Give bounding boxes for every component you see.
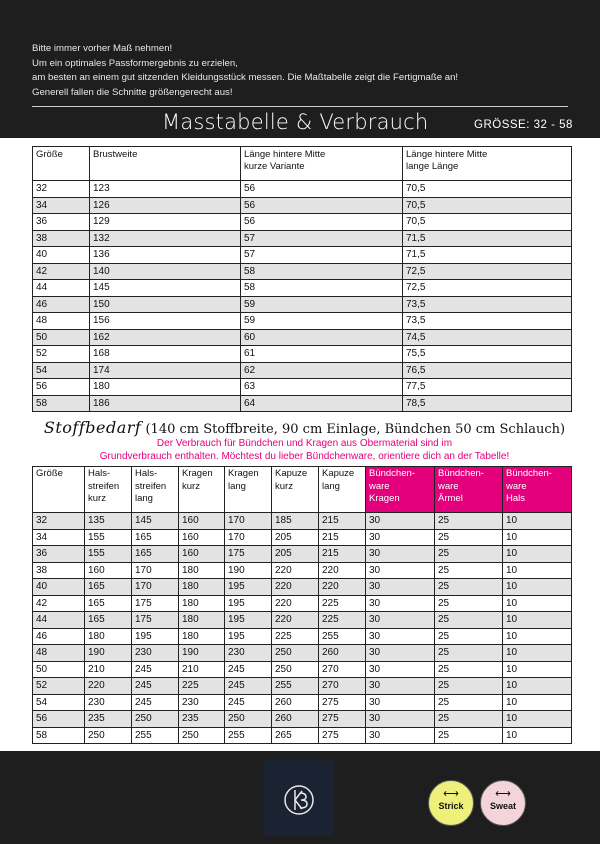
- column-header: Größe: [33, 147, 90, 181]
- table-cell: 255: [132, 727, 179, 744]
- table-cell: 165: [85, 612, 132, 629]
- table-cell: 25: [435, 579, 503, 596]
- table-cell: 56: [33, 379, 90, 396]
- table-cell: 73,5: [403, 313, 572, 330]
- page-title: Masstabelle & Verbrauch: [162, 110, 429, 134]
- table-cell: 155: [85, 546, 132, 563]
- table-cell: 220: [85, 678, 132, 695]
- table-cell: 126: [90, 197, 241, 214]
- table-cell: 190: [179, 645, 225, 662]
- table-cell: 205: [272, 546, 319, 563]
- table-cell: 180: [179, 579, 225, 596]
- table-cell: 180: [179, 562, 225, 579]
- table-cell: 150: [90, 296, 241, 313]
- table-cell: 34: [33, 529, 85, 546]
- table-cell: 170: [225, 529, 272, 546]
- column-header: Kragen kurz: [179, 467, 225, 513]
- table-cell: 220: [319, 562, 366, 579]
- table-cell: 145: [90, 280, 241, 297]
- table-cell: 30: [366, 579, 435, 596]
- table-cell: 25: [435, 529, 503, 546]
- table-cell: 260: [272, 694, 319, 711]
- cuff-note: [32, 438, 577, 463]
- table-cell: 56: [33, 711, 85, 728]
- table-cell: 270: [319, 661, 366, 678]
- table-cell: 210: [85, 661, 132, 678]
- table-cell: 52: [33, 678, 85, 695]
- column-header: Bündchen- ware Hals: [503, 467, 572, 513]
- table-cell: 10: [503, 579, 572, 596]
- table-row: [33, 678, 572, 695]
- table-row: [33, 661, 572, 678]
- table-cell: 230: [225, 645, 272, 662]
- table-cell: 30: [366, 661, 435, 678]
- table-cell: 25: [435, 595, 503, 612]
- table-cell: 255: [272, 678, 319, 695]
- table-cell: 210: [179, 661, 225, 678]
- divider: [32, 106, 568, 107]
- table-cell: 129: [90, 214, 241, 231]
- table-cell: 10: [503, 546, 572, 563]
- table-cell: 160: [85, 562, 132, 579]
- table-cell: 136: [90, 247, 241, 264]
- table-cell: 46: [33, 296, 90, 313]
- table-cell: 235: [179, 711, 225, 728]
- table-cell: 40: [33, 579, 85, 596]
- table-cell: 185: [272, 513, 319, 530]
- table-cell: 186: [90, 395, 241, 412]
- strick-label: Strick: [438, 801, 464, 811]
- table-cell: 140: [90, 263, 241, 280]
- table-cell: 190: [225, 562, 272, 579]
- column-header: Bündchen- ware Ärmel: [435, 467, 503, 513]
- table-cell: 250: [225, 711, 272, 728]
- table-cell: 30: [366, 727, 435, 744]
- table-cell: 265: [272, 727, 319, 744]
- table-cell: 215: [319, 546, 366, 563]
- table-row: [33, 546, 572, 563]
- table-cell: 10: [503, 711, 572, 728]
- table-cell: 30: [366, 612, 435, 629]
- table-cell: 50: [33, 661, 85, 678]
- table-cell: 30: [366, 546, 435, 563]
- table-cell: 59: [241, 296, 403, 313]
- table-cell: 245: [132, 661, 179, 678]
- table-cell: 170: [132, 579, 179, 596]
- table-row: [33, 197, 572, 214]
- table-row: [33, 214, 572, 231]
- table-cell: 44: [33, 612, 85, 629]
- table-row: [33, 263, 572, 280]
- table-cell: 10: [503, 694, 572, 711]
- table-cell: 61: [241, 346, 403, 363]
- table-cell: 25: [435, 727, 503, 744]
- table-cell: 180: [90, 379, 241, 396]
- table-cell: 250: [85, 727, 132, 744]
- fabric-requirement: [32, 418, 577, 437]
- table-cell: 165: [85, 579, 132, 596]
- table-cell: 260: [272, 711, 319, 728]
- table-cell: 38: [33, 230, 90, 247]
- fabric-requirement-details: (140 cm Stoffbreite, 90 cm Einlage, Bündchen 50 cm Schlauch): [145, 422, 566, 437]
- table-cell: 70,5: [403, 197, 572, 214]
- table-cell: 25: [435, 694, 503, 711]
- table-cell: 165: [132, 529, 179, 546]
- table-cell: 195: [225, 595, 272, 612]
- table-cell: 48: [33, 313, 90, 330]
- table-cell: 250: [132, 711, 179, 728]
- column-header: Länge hintere Mitte lange Länge: [403, 147, 572, 181]
- table-cell: 270: [319, 678, 366, 695]
- table-row: [33, 562, 572, 579]
- table-row: [33, 329, 572, 346]
- table-cell: 78,5: [403, 395, 572, 412]
- table-cell: 56: [241, 181, 403, 198]
- table-cell: 260: [319, 645, 366, 662]
- column-header: Kapuze kurz: [272, 467, 319, 513]
- table-cell: 25: [435, 546, 503, 563]
- table-cell: 73,5: [403, 296, 572, 313]
- cuff-note-line: Der Verbrauch für Bündchen und Kragen aus Obermaterial sind im: [156, 438, 453, 449]
- table-cell: 54: [33, 362, 90, 379]
- table-row: [33, 379, 572, 396]
- table-row: [33, 230, 572, 247]
- table-cell: 58: [33, 727, 85, 744]
- table-cell: 250: [272, 661, 319, 678]
- table-cell: 175: [132, 595, 179, 612]
- table-cell: 235: [85, 711, 132, 728]
- table-cell: 180: [85, 628, 132, 645]
- table-cell: 25: [435, 628, 503, 645]
- table-cell: 57: [241, 230, 403, 247]
- table-cell: 225: [319, 595, 366, 612]
- table-cell: 160: [179, 529, 225, 546]
- table-row: [33, 694, 572, 711]
- table-cell: 30: [366, 595, 435, 612]
- table-cell: 174: [90, 362, 241, 379]
- table-cell: 195: [225, 579, 272, 596]
- measurement-table: [32, 146, 572, 412]
- size-range: GRÖSSE: 32 - 58: [474, 119, 573, 131]
- intro-line: Um ein optimales Passformergebnis zu erzielen,: [32, 57, 238, 69]
- table-cell: 165: [132, 546, 179, 563]
- table-row: [33, 362, 572, 379]
- table-cell: 36: [33, 214, 90, 231]
- table-row: [33, 711, 572, 728]
- table-row: [33, 513, 572, 530]
- sweat-badge: [480, 780, 526, 826]
- table-row: [33, 595, 572, 612]
- table-row: [33, 247, 572, 264]
- table-cell: 70,5: [403, 214, 572, 231]
- table-cell: 170: [225, 513, 272, 530]
- table-cell: 38: [33, 562, 85, 579]
- table-cell: 220: [272, 562, 319, 579]
- table-cell: 190: [85, 645, 132, 662]
- table-cell: 71,5: [403, 230, 572, 247]
- table-cell: 30: [366, 711, 435, 728]
- table-cell: 25: [435, 645, 503, 662]
- table-cell: 250: [179, 727, 225, 744]
- table-cell: 46: [33, 628, 85, 645]
- fabric-usage-table: [32, 466, 572, 744]
- table-cell: 36: [33, 546, 85, 563]
- table-cell: 42: [33, 595, 85, 612]
- table-cell: 225: [319, 612, 366, 629]
- table-cell: 72,5: [403, 280, 572, 297]
- table-cell: 25: [435, 612, 503, 629]
- table-cell: 10: [503, 595, 572, 612]
- table-cell: 195: [225, 612, 272, 629]
- table-row: [33, 579, 572, 596]
- table-cell: 56: [241, 214, 403, 231]
- column-header: Hals- streifen kurz: [85, 467, 132, 513]
- table-cell: 170: [132, 562, 179, 579]
- table-cell: 54: [33, 694, 85, 711]
- table-cell: 57: [241, 247, 403, 264]
- table-cell: 123: [90, 181, 241, 198]
- table-cell: 168: [90, 346, 241, 363]
- table-cell: 275: [319, 711, 366, 728]
- column-header: Brustweite: [90, 147, 241, 181]
- table-cell: 44: [33, 280, 90, 297]
- stretch-arrow-icon: ⟷: [443, 788, 459, 800]
- table-cell: 250: [272, 645, 319, 662]
- brand-logo: [264, 760, 334, 836]
- table-cell: 30: [366, 513, 435, 530]
- table-cell: 230: [132, 645, 179, 662]
- table-cell: 255: [225, 727, 272, 744]
- table-cell: 180: [179, 612, 225, 629]
- table-row: [33, 346, 572, 363]
- column-header: Länge hintere Mitte kurze Variante: [241, 147, 403, 181]
- table-cell: 215: [319, 529, 366, 546]
- sweat-label: Sweat: [489, 801, 516, 811]
- table-cell: 10: [503, 678, 572, 695]
- table-cell: 56: [241, 197, 403, 214]
- table-cell: 58: [241, 263, 403, 280]
- table-cell: 275: [319, 727, 366, 744]
- table-cell: 160: [179, 513, 225, 530]
- table-cell: 25: [435, 513, 503, 530]
- table-cell: 64: [241, 395, 403, 412]
- table-cell: 245: [225, 678, 272, 695]
- table-cell: 10: [503, 628, 572, 645]
- cuff-note-line: Grundverbrauch enthalten. Möchtest du lieber Bündchenware, orientiere dich an der Tabelle!: [99, 450, 510, 462]
- table-cell: 58: [241, 280, 403, 297]
- table-cell: 10: [503, 529, 572, 546]
- table-cell: 50: [33, 329, 90, 346]
- table-cell: 156: [90, 313, 241, 330]
- table-cell: 25: [435, 661, 503, 678]
- intro-text: [32, 42, 458, 100]
- table-cell: 42: [33, 263, 90, 280]
- table-cell: 76,5: [403, 362, 572, 379]
- table-cell: 52: [33, 346, 90, 363]
- column-header: Kapuze lang: [319, 467, 366, 513]
- table-cell: 75,5: [403, 346, 572, 363]
- table-cell: 220: [272, 595, 319, 612]
- table-row: [33, 280, 572, 297]
- table-cell: 30: [366, 529, 435, 546]
- table-cell: 245: [132, 678, 179, 695]
- table-cell: 30: [366, 694, 435, 711]
- table-row: [33, 181, 572, 198]
- table-row: [33, 313, 572, 330]
- column-header: Bündchen- ware Kragen: [366, 467, 435, 513]
- table-cell: 62: [241, 362, 403, 379]
- table-cell: 10: [503, 661, 572, 678]
- column-header: Größe: [33, 467, 85, 513]
- table-row: [33, 628, 572, 645]
- table-header-row: [33, 147, 572, 181]
- table-cell: 135: [85, 513, 132, 530]
- table-cell: 230: [179, 694, 225, 711]
- table-cell: 132: [90, 230, 241, 247]
- table-cell: 10: [503, 645, 572, 662]
- stretch-arrow-icon: ⟷: [495, 788, 511, 800]
- table-cell: 162: [90, 329, 241, 346]
- table-cell: 195: [132, 628, 179, 645]
- table-cell: 165: [85, 595, 132, 612]
- table-cell: 30: [366, 562, 435, 579]
- table-cell: 74,5: [403, 329, 572, 346]
- table-cell: 215: [319, 513, 366, 530]
- intro-line: Generell fallen die Schnitte größengerecht aus!: [32, 86, 233, 98]
- table-cell: 25: [435, 678, 503, 695]
- table-cell: 225: [272, 628, 319, 645]
- table-cell: 275: [319, 694, 366, 711]
- table-header-row: [33, 467, 572, 513]
- table-cell: 25: [435, 711, 503, 728]
- strick-badge: [428, 780, 474, 826]
- fabric-requirement-label: Stoffbedarf: [43, 418, 142, 437]
- table-cell: 70,5: [403, 181, 572, 198]
- column-header: Hals- streifen lang: [132, 467, 179, 513]
- table-row: [33, 727, 572, 744]
- table-cell: 175: [225, 546, 272, 563]
- table-cell: 160: [179, 546, 225, 563]
- table-cell: 255: [319, 628, 366, 645]
- kb-monogram-icon: [264, 760, 334, 836]
- table-row: [33, 296, 572, 313]
- table-row: [33, 529, 572, 546]
- table-cell: 58: [33, 395, 90, 412]
- table-cell: 175: [132, 612, 179, 629]
- table-cell: 205: [272, 529, 319, 546]
- table-cell: 220: [319, 579, 366, 596]
- table-cell: 10: [503, 727, 572, 744]
- intro-line: am besten an einem gut sitzenden Kleidungsstück messen. Die Maßtabelle zeigt die Fertigmaße an!: [32, 72, 459, 83]
- table-cell: 145: [132, 513, 179, 530]
- table-cell: 245: [225, 694, 272, 711]
- table-cell: 180: [179, 628, 225, 645]
- table-cell: 40: [33, 247, 90, 264]
- table-cell: 220: [272, 612, 319, 629]
- table-cell: 71,5: [403, 247, 572, 264]
- table-cell: 32: [33, 181, 90, 198]
- table-cell: 245: [225, 661, 272, 678]
- table-row: [33, 612, 572, 629]
- table-cell: 30: [366, 645, 435, 662]
- table-cell: 155: [85, 529, 132, 546]
- table-cell: 10: [503, 562, 572, 579]
- table-cell: 10: [503, 612, 572, 629]
- table-cell: 60: [241, 329, 403, 346]
- table-cell: 195: [225, 628, 272, 645]
- intro-line: Bitte immer vorher Maß nehmen!: [32, 43, 173, 54]
- table-cell: 77,5: [403, 379, 572, 396]
- table-cell: 63: [241, 379, 403, 396]
- table-cell: 32: [33, 513, 85, 530]
- table-cell: 30: [366, 628, 435, 645]
- table-cell: 72,5: [403, 263, 572, 280]
- table-cell: 48: [33, 645, 85, 662]
- table-cell: 30: [366, 678, 435, 695]
- table-cell: 225: [179, 678, 225, 695]
- table-cell: 230: [85, 694, 132, 711]
- table-cell: 220: [272, 579, 319, 596]
- table-cell: 180: [179, 595, 225, 612]
- table-cell: 59: [241, 313, 403, 330]
- column-header: Kragen lang: [225, 467, 272, 513]
- table-row: [33, 395, 572, 412]
- table-cell: 245: [132, 694, 179, 711]
- table-row: [33, 645, 572, 662]
- table-cell: 34: [33, 197, 90, 214]
- table-cell: 25: [435, 562, 503, 579]
- table-cell: 10: [503, 513, 572, 530]
